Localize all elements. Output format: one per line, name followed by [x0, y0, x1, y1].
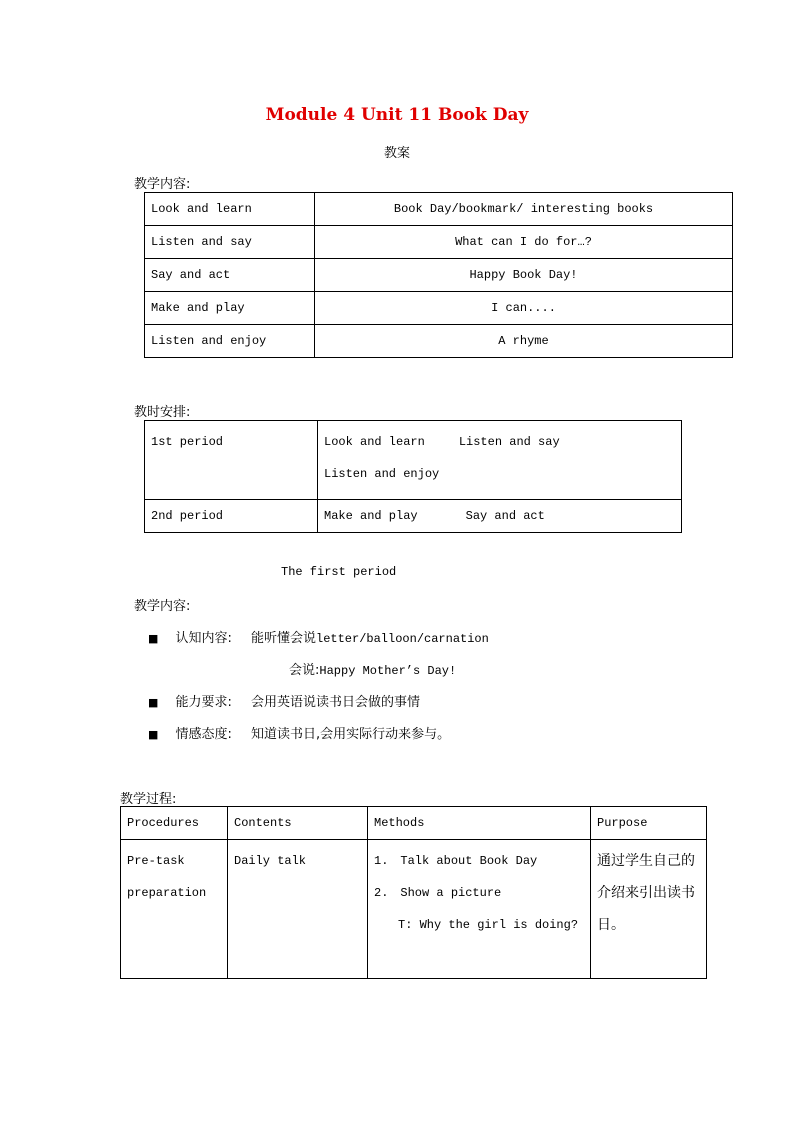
section-title: The first period — [281, 565, 397, 579]
content-table — [144, 192, 733, 358]
period-cell: 2nd period — [145, 500, 318, 533]
table-row — [121, 840, 707, 979]
table-header-row — [121, 807, 707, 840]
method-text: Talk about Book Day — [400, 854, 538, 868]
table-row — [145, 259, 733, 292]
table-row — [145, 325, 733, 358]
activity-cell: Listen and enjoy — [145, 325, 315, 358]
objective-ability — [148, 691, 420, 710]
objective-emotion — [148, 723, 450, 742]
schedule-table — [144, 420, 682, 533]
activity-text: Say and act — [465, 509, 545, 523]
schedule-heading: 教时安排: — [134, 405, 191, 420]
objective-text: 会说: — [289, 663, 320, 678]
method-number: 2. — [374, 886, 389, 900]
objective-speak — [289, 659, 456, 678]
objective-label: 情感态度: — [175, 727, 232, 742]
objective-label: 能力要求: — [175, 695, 232, 710]
content-cell: Happy Book Day! — [315, 259, 733, 292]
content-heading-2: 教学内容: — [134, 599, 191, 614]
bullet-icon: ■ — [148, 632, 159, 645]
activity-text: Listen and say — [458, 435, 560, 449]
column-header: Purpose — [591, 807, 707, 840]
document-title: Module 4 Unit 11 Book Day — [265, 105, 529, 125]
activity-cell: Make and play — [145, 292, 315, 325]
column-header: Contents — [228, 807, 368, 840]
purpose-text: 通过学生自己的 — [597, 853, 695, 869]
process-heading: 教学过程: — [120, 792, 177, 807]
objective-text-en: Happy Mother’s Day! — [319, 664, 457, 678]
table-row — [145, 292, 733, 325]
column-header: Methods — [368, 807, 591, 840]
purpose-text: 介绍来引出读书 — [597, 885, 695, 901]
table-row — [145, 226, 733, 259]
activity-text: Look and learn — [324, 435, 425, 449]
purpose-text: 日。 — [597, 917, 625, 933]
objective-text: 能听懂会说 — [250, 631, 316, 646]
column-header: Procedures — [121, 807, 228, 840]
objective-text: 知道读书日,会用实际行动来参与。 — [250, 727, 451, 742]
process-table — [120, 806, 707, 979]
objective-cognitive — [148, 627, 489, 646]
procedure-text: Pre-task — [127, 854, 185, 868]
activity-cell: Look and learn — [145, 193, 315, 226]
objective-text: 会用英语说读书日会做的事情 — [250, 695, 420, 710]
activity-cell: Say and act — [145, 259, 315, 292]
methods-cell — [368, 840, 591, 979]
period-cell: 1st period — [145, 421, 318, 500]
content-cell: Book Day/bookmark/ interesting books — [315, 193, 733, 226]
table-row — [145, 421, 682, 500]
content-heading: 教学内容: — [134, 177, 191, 192]
table-row — [145, 500, 682, 533]
procedure-cell — [121, 840, 228, 979]
objective-text-en: letter/balloon/carnation — [316, 632, 489, 646]
activity-cell: Listen and say — [145, 226, 315, 259]
content-cell: A rhyme — [315, 325, 733, 358]
objective-label: 认知内容: — [175, 631, 232, 646]
bullet-icon: ■ — [148, 728, 159, 741]
content-cell: What can I do for…? — [315, 226, 733, 259]
method-number: 1. — [374, 854, 389, 868]
procedure-text: preparation — [127, 886, 207, 900]
period-activities-cell — [318, 500, 682, 533]
activity-text: Listen and enjoy — [324, 467, 440, 481]
document-subtitle: 教案 — [383, 146, 410, 161]
bullet-icon: ■ — [148, 696, 159, 709]
activity-text: Make and play — [324, 509, 418, 523]
content-cell: I can.... — [315, 292, 733, 325]
method-text: Show a picture — [400, 886, 502, 900]
period-activities-cell — [318, 421, 682, 500]
contents-cell: Daily talk — [228, 840, 368, 979]
table-row — [145, 193, 733, 226]
purpose-cell — [591, 840, 707, 979]
method-text: T: Why the girl is doing? — [398, 918, 579, 932]
